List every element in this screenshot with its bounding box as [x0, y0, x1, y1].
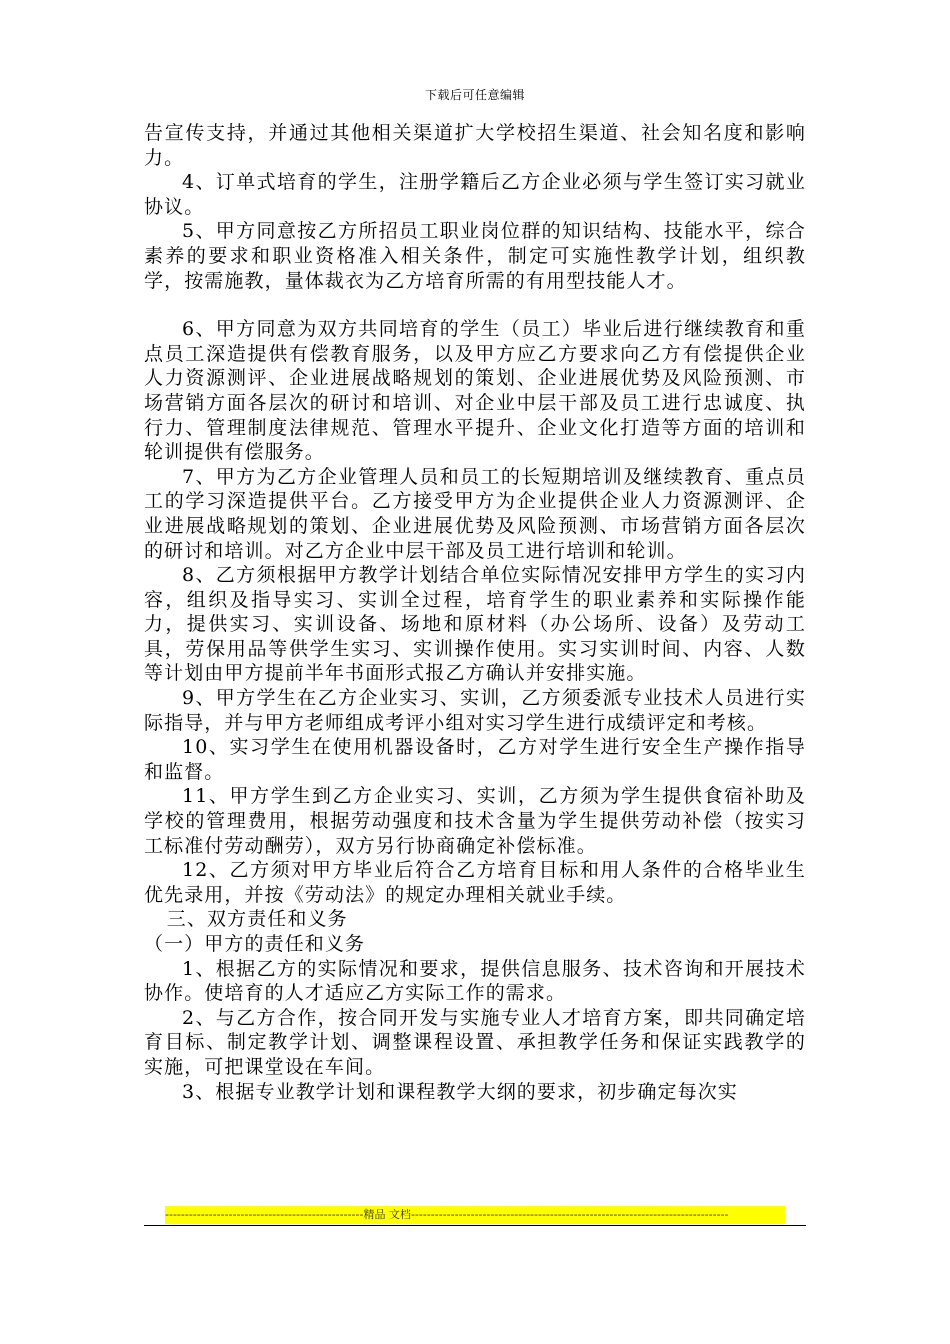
footer-divider: [144, 1225, 806, 1226]
paragraph-item-8: 8、乙方须根据甲方教学计划结合单位实际情况安排甲方学生的实习内容，组织及指导实习、实训全过程，培育学生的职业素养和实际操作能力，提供实习、实训设备、场地和原材料（办公场所、设备）及劳动工具，劳保用品等供学生实习、实训操作使用。实习实训时间、内容、人数等计划由甲方提前半年书面形式报乙方确认并安排实施。: [144, 564, 806, 685]
paragraph-item-4: 4、订单式培育的学生，注册学籍后乙方企业必须与学生签订实习就业协议。: [144, 171, 806, 218]
paragraph-duty-3: 3、根据专业教学计划和课程教学大纲的要求，初步确定每次实: [182, 1080, 738, 1103]
paragraph-continuation: 告宣传支持，并通过其他相关渠道扩大学校招生渠道、社会知名度和影响力。: [144, 122, 806, 169]
section-heading-3: 三、双方责任和义务: [166, 908, 348, 931]
subsection-heading-1: （一）甲方的责任和义务: [144, 933, 366, 955]
footer-banner: --------------------------------------------------精品 文档--------------------------------------------------------------------------------: [165, 1206, 785, 1224]
paragraph-item-10: 10、实习学生在使用机器设备时，乙方对学生进行安全生产操作指导和监督。: [144, 736, 806, 783]
paragraph-item-11: 11、甲方学生到乙方企业实习、实训，乙方须为学生提供食宿补助及学校的管理费用，根据劳动强度和技术含量为学生提供劳动补偿（按实习工标准付劳动酬劳），双方另行协商确定补偿标准。: [144, 785, 806, 857]
paragraph-duty-2: 2、与乙方合作，按合同开发与实施专业人才培育方案，即共同确定培育目标、制定教学计划、调整课程设置、承担教学任务和保证实践教学的实施，可把课堂设在车间。: [144, 1006, 806, 1078]
paragraph-item-9: 9、甲方学生在乙方企业实习、实训，乙方须委派专业技术人员进行实际指导，并与甲方老师组成考评小组对实习学生进行成绩评定和考核。: [144, 687, 806, 734]
paragraph-duty-1: 1、根据乙方的实际情况和要求，提供信息服务、技术咨询和开展技术协作。使培育的人才适应乙方实际工作的需求。: [144, 957, 806, 1005]
paragraph-item-5: 5、甲方同意按乙方所招员工职业岗位群的知识结构、技能水平，综合素养的要求和职业资格准入相关条件，制定可实施性教学计划，组织教学，按需施教，量体裁衣为乙方培育所需的有用型技能人才。: [144, 220, 806, 292]
paragraph-item-7: 7、甲方为乙方企业管理人员和员工的长短期培训及继续教育、重点员工的学习深造提供平台。乙方接受甲方为企业提供企业人力资源测评、企业进展战略规划的策划、企业进展优势及风险预测、市场营销方面各层次的研讨和培训。对乙方企业中层干部及员工进行培训和轮训。: [144, 465, 806, 562]
paragraph-item-6: 6、甲方同意为双方共同培育的学生（员工）毕业后进行继续教育和重点员工深造提供有偿教育服务，以及甲方应乙方要求向乙方有偿提供企业人力资源测评、企业进展战略规划的策划、企业进展优势及风险预测、市场营销方面各层次的研讨和培训、对企业中层干部及员工进行忠诚度、执行力、管理制度法律规范、管理水平提升、企业文化打造等方面的培训和轮训提供有偿服务。: [144, 318, 806, 464]
page-header: 下载后可任意编辑: [424, 88, 525, 102]
document-body: [144, 121, 806, 1104]
paragraph-item-12: 12、乙方须对甲方毕业后符合乙方培育目标和用人条件的合格毕业生优先录用，并按《劳动法》的规定办理相关就业手续。: [144, 859, 806, 906]
